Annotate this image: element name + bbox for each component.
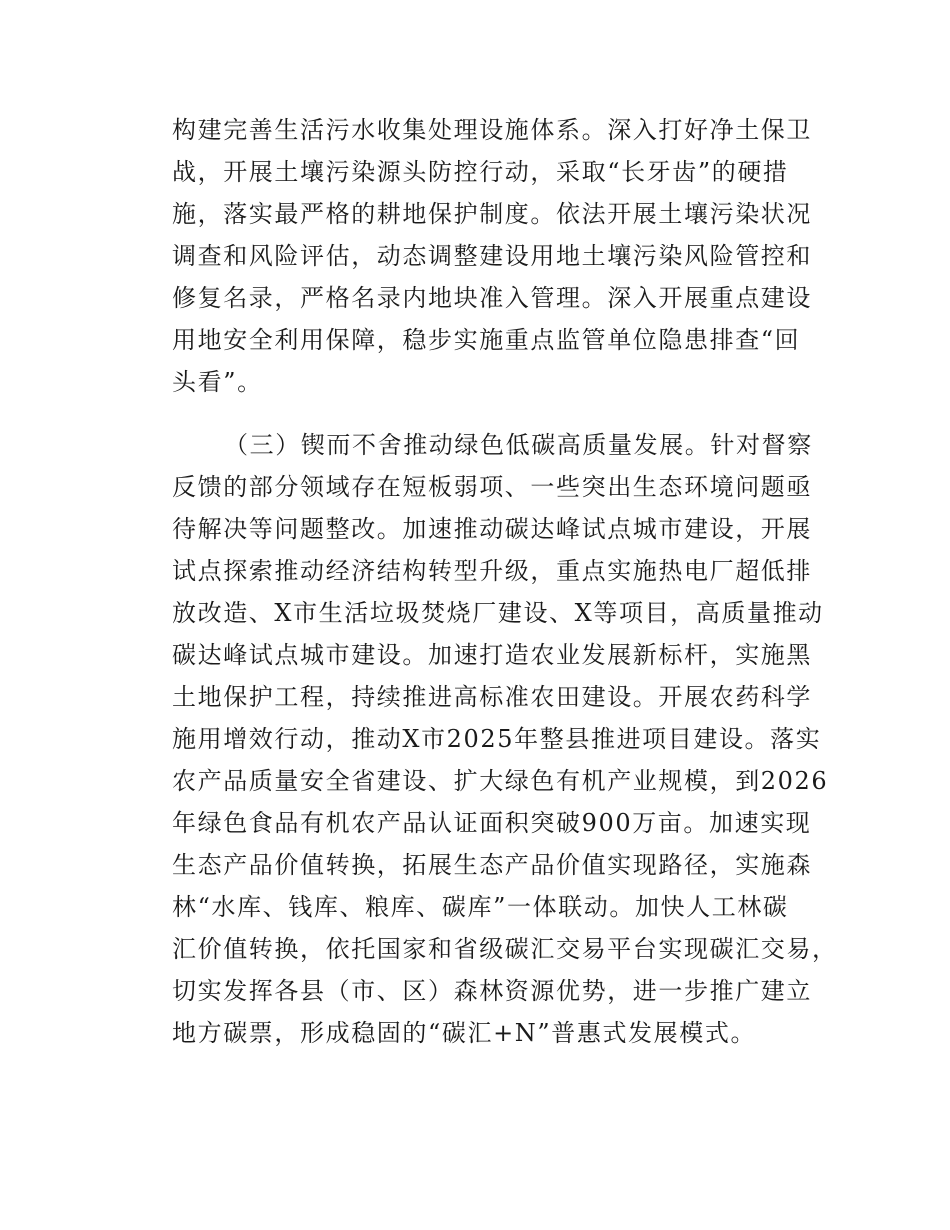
text-line: 农产品质量安全省建设、扩大绿色有机产业规模，到2026 bbox=[172, 767, 829, 795]
text-line: 待解决等问题整改。加速推动碳达峰试点城市建设，开展 bbox=[172, 515, 812, 543]
text-line: 汇价值转换，依托国家和省级碳汇交易平台实现碳汇交易， bbox=[172, 935, 838, 963]
text-line: 土地保护工程，持续推进高标准农田建设。开展农药科学 bbox=[172, 683, 812, 711]
text-line: 头看”。 bbox=[172, 368, 263, 396]
text-line: 施用增效行动，推动X市2025年整县推进项目建设。落实 bbox=[172, 725, 822, 753]
paragraph-green-low-carbon bbox=[172, 424, 838, 1054]
text-line: 反馈的部分领域存在短板弱项、一些突出生态环境问题亟 bbox=[172, 473, 812, 501]
text-line: 施，落实最严格的耕地保护制度。依法开展土壤污染状况 bbox=[172, 200, 812, 228]
text-line: 切实发挥各县（市、区）森林资源优势，进一步推广建立 bbox=[172, 977, 812, 1005]
text-line: 调查和风险评估，动态调整建设用地土壤污染风险管控和 bbox=[172, 242, 812, 270]
paragraph-soil-pollution bbox=[172, 109, 812, 403]
section-heading-line: （三）锲而不舍推动绿色低碳高质量发展。针对督察 bbox=[224, 431, 813, 459]
text-line: 林“水库、钱库、粮库、碳库”一体联动。加快人工林碳 bbox=[172, 893, 789, 921]
text-line: 碳达峰试点城市建设。加速打造农业发展新标杆，实施黑 bbox=[172, 641, 812, 669]
text-line: 放改造、X市生活垃圾焚烧厂建设、X等项目，高质量推动 bbox=[172, 599, 824, 627]
text-line: 修复名录，严格名录内地块准入管理。深入开展重点建设 bbox=[172, 284, 812, 312]
text-line: 战，开展土壤污染源头防控行动，采取“长牙齿”的硬措 bbox=[172, 158, 789, 186]
text-line: 地方碳票，形成稳固的“碳汇+N”普惠式发展模式。 bbox=[172, 1019, 757, 1047]
text-line: 试点探索推动经济结构转型升级，重点实施热电厂超低排 bbox=[172, 557, 812, 585]
text-line: 年绿色食品有机农产品认证面积突破900万亩。加速实现 bbox=[172, 809, 812, 837]
text-line: 用地安全利用保障，稳步实施重点监管单位隐患排查“回 bbox=[172, 326, 801, 354]
text-line: 生态产品价值转换，拓展生态产品价值实现路径，实施森 bbox=[172, 851, 812, 879]
text-line: 构建完善生活污水收集处理设施体系。深入打好净土保卫 bbox=[172, 116, 812, 144]
